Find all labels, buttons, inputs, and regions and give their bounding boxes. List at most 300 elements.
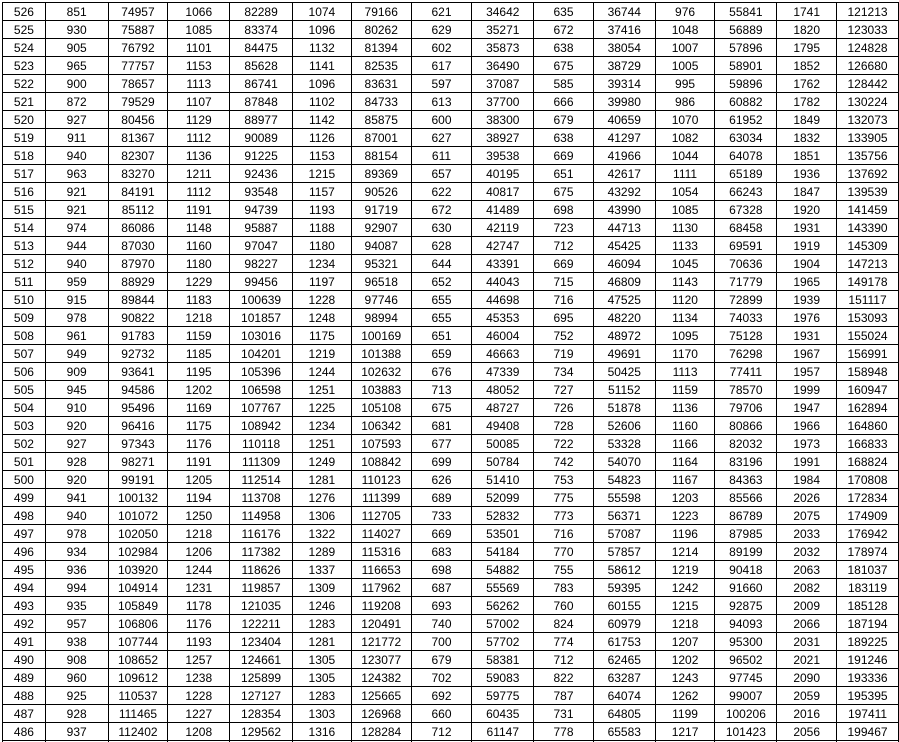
table-cell: 775 [534, 489, 594, 507]
table-cell: 1218 [168, 309, 230, 327]
table-cell: 1316 [293, 723, 352, 741]
table-cell: 2021 [777, 651, 837, 669]
table-cell: 1931 [777, 327, 837, 345]
table-cell: 90526 [351, 183, 411, 201]
table-cell: 490 [3, 651, 46, 669]
table-cell: 65189 [715, 165, 777, 183]
table-cell: 101072 [108, 507, 168, 525]
table-cell: 89369 [351, 165, 411, 183]
table-cell: 1976 [777, 309, 837, 327]
table-cell: 102984 [108, 543, 168, 561]
table-cell: 927 [45, 111, 108, 129]
table-cell: 75887 [108, 21, 168, 39]
table-cell: 47525 [593, 291, 655, 309]
table-cell: 44698 [472, 291, 534, 309]
table-cell: 509 [3, 309, 46, 327]
table-cell: 99191 [108, 471, 168, 489]
table-cell: 90089 [230, 129, 293, 147]
table-cell: 638 [534, 129, 594, 147]
table-row [3, 435, 899, 453]
table-cell: 87970 [108, 255, 168, 273]
table-cell: 872 [45, 93, 108, 111]
table-cell: 585 [534, 75, 594, 93]
table-cell: 72899 [715, 291, 777, 309]
table-cell: 669 [534, 255, 594, 273]
table-cell: 1218 [655, 615, 715, 633]
table-cell: 35271 [472, 21, 534, 39]
table-cell: 1142 [293, 111, 352, 129]
table-cell: 1178 [168, 597, 230, 615]
table-cell: 504 [3, 399, 46, 417]
table-cell: 40817 [472, 183, 534, 201]
table-cell: 1096 [293, 21, 352, 39]
table-cell: 61753 [593, 633, 655, 651]
table-cell: 651 [411, 327, 472, 345]
table-cell: 760 [534, 597, 594, 615]
table-cell: 34642 [472, 3, 534, 21]
table-cell: 1215 [293, 165, 352, 183]
table-cell: 978 [45, 309, 108, 327]
table-cell: 669 [534, 147, 594, 165]
table-cell: 38729 [593, 57, 655, 75]
table-cell: 1244 [293, 363, 352, 381]
table-cell: 64805 [593, 705, 655, 723]
table-cell: 143390 [837, 219, 899, 237]
table-cell: 518 [3, 147, 46, 165]
table-cell: 2016 [777, 705, 837, 723]
table-cell: 600 [411, 111, 472, 129]
table-cell: 698 [534, 201, 594, 219]
table-cell: 2063 [777, 561, 837, 579]
table-cell: 84363 [715, 471, 777, 489]
table-cell: 1919 [777, 237, 837, 255]
table-cell: 1136 [655, 399, 715, 417]
table-cell: 197411 [837, 705, 899, 723]
table-cell: 97745 [715, 669, 777, 687]
table-cell: 103883 [351, 381, 411, 399]
table-cell: 85628 [230, 57, 293, 75]
table-cell: 41489 [472, 201, 534, 219]
table-cell: 132073 [837, 111, 899, 129]
table-cell: 80262 [351, 21, 411, 39]
table-cell: 944 [45, 237, 108, 255]
table-cell: 925 [45, 687, 108, 705]
table-cell: 93641 [108, 363, 168, 381]
table-cell: 949 [45, 345, 108, 363]
table-cell: 1183 [168, 291, 230, 309]
table-cell: 139539 [837, 183, 899, 201]
table-cell: 778 [534, 723, 594, 741]
table-cell: 114958 [230, 507, 293, 525]
table-row [3, 93, 899, 111]
table-cell: 687 [411, 579, 472, 597]
table-cell: 630 [411, 219, 472, 237]
table-cell: 655 [411, 291, 472, 309]
table-cell: 716 [534, 525, 594, 543]
table-cell: 1228 [293, 291, 352, 309]
table-row [3, 687, 899, 705]
table-cell: 731 [534, 705, 594, 723]
table-cell: 700 [411, 633, 472, 651]
table-cell: 110123 [351, 471, 411, 489]
table-cell: 516 [3, 183, 46, 201]
table-cell: 651 [534, 165, 594, 183]
table-cell: 67328 [715, 201, 777, 219]
table-cell: 522 [3, 75, 46, 93]
table-cell: 965 [45, 57, 108, 75]
table-cell: 97343 [108, 435, 168, 453]
table-cell: 652 [411, 273, 472, 291]
table-cell: 940 [45, 507, 108, 525]
table-cell: 82289 [230, 3, 293, 21]
table-cell: 1185 [168, 345, 230, 363]
table-cell: 1283 [293, 615, 352, 633]
table-cell: 123077 [351, 651, 411, 669]
table-cell: 185128 [837, 597, 899, 615]
table-cell: 921 [45, 183, 108, 201]
table-cell: 85566 [715, 489, 777, 507]
table-cell: 514 [3, 219, 46, 237]
table-cell: 1243 [655, 669, 715, 687]
table-cell: 722 [534, 435, 594, 453]
table-cell: 2075 [777, 507, 837, 525]
table-cell: 55569 [472, 579, 534, 597]
table-cell: 1197 [293, 273, 352, 291]
table-cell: 97746 [351, 291, 411, 309]
table-cell: 1782 [777, 93, 837, 111]
table-cell: 94093 [715, 615, 777, 633]
table-cell: 149178 [837, 273, 899, 291]
table-cell: 493 [3, 597, 46, 615]
table-cell: 1305 [293, 651, 352, 669]
table-cell: 613 [411, 93, 472, 111]
table-cell: 1234 [293, 417, 352, 435]
table-cell: 77411 [715, 363, 777, 381]
table-cell: 87030 [108, 237, 168, 255]
table-cell: 80866 [715, 417, 777, 435]
table-cell: 53501 [472, 525, 534, 543]
table-cell: 178974 [837, 543, 899, 561]
table-cell: 1107 [168, 93, 230, 111]
table-cell: 94739 [230, 201, 293, 219]
table-cell: 1849 [777, 111, 837, 129]
table-row [3, 453, 899, 471]
table-cell: 976 [655, 3, 715, 21]
table-cell: 141459 [837, 201, 899, 219]
table-cell: 128442 [837, 75, 899, 93]
table-row [3, 363, 899, 381]
table-cell: 48052 [472, 381, 534, 399]
table-cell: 487 [3, 705, 46, 723]
table-cell: 107744 [108, 633, 168, 651]
table-cell: 940 [45, 147, 108, 165]
table-cell: 45425 [593, 237, 655, 255]
table-cell: 78570 [715, 381, 777, 399]
table-cell: 51152 [593, 381, 655, 399]
table-cell: 935 [45, 597, 108, 615]
table-cell: 1141 [293, 57, 352, 75]
table-cell: 498 [3, 507, 46, 525]
table-cell: 84191 [108, 183, 168, 201]
table-cell: 2059 [777, 687, 837, 705]
table-cell: 1194 [168, 489, 230, 507]
table-cell: 110537 [108, 687, 168, 705]
table-cell: 822 [534, 669, 594, 687]
table-cell: 63287 [593, 669, 655, 687]
table-cell: 120491 [351, 615, 411, 633]
table-cell: 93548 [230, 183, 293, 201]
table-cell: 712 [534, 237, 594, 255]
table-cell: 1820 [777, 21, 837, 39]
table-cell: 125899 [230, 669, 293, 687]
table-cell: 676 [411, 363, 472, 381]
table-cell: 1085 [655, 201, 715, 219]
table-cell: 176942 [837, 525, 899, 543]
table-cell: 84733 [351, 93, 411, 111]
table-cell: 695 [534, 309, 594, 327]
table-cell: 1215 [655, 597, 715, 615]
table-cell: 519 [3, 129, 46, 147]
table-cell: 683 [411, 543, 472, 561]
table-cell: 712 [411, 723, 472, 741]
table-cell: 783 [534, 579, 594, 597]
table-cell: 95300 [715, 633, 777, 651]
table-cell: 174909 [837, 507, 899, 525]
table-cell: 1134 [655, 309, 715, 327]
table-cell: 1984 [777, 471, 837, 489]
table-cell: 123033 [837, 21, 899, 39]
table-cell: 1208 [168, 723, 230, 741]
table-cell: 1169 [168, 399, 230, 417]
table-cell: 160947 [837, 381, 899, 399]
table-cell: 59775 [472, 687, 534, 705]
table-cell: 1762 [777, 75, 837, 93]
table-cell: 910 [45, 399, 108, 417]
table-cell: 189225 [837, 633, 899, 651]
table-cell: 960 [45, 669, 108, 687]
table-cell: 181037 [837, 561, 899, 579]
table-cell: 740 [411, 615, 472, 633]
table-cell: 1180 [293, 237, 352, 255]
table-row [3, 543, 899, 561]
table-cell: 508 [3, 327, 46, 345]
table-cell: 752 [534, 327, 594, 345]
table-cell: 501 [3, 453, 46, 471]
table-cell: 851 [45, 3, 108, 21]
table-row [3, 201, 899, 219]
table-cell: 1160 [168, 237, 230, 255]
table-cell: 915 [45, 291, 108, 309]
table-cell: 726 [534, 399, 594, 417]
table-cell: 65583 [593, 723, 655, 741]
table-cell: 628 [411, 237, 472, 255]
table-cell: 106598 [230, 381, 293, 399]
table-cell: 526 [3, 3, 46, 21]
table-cell: 62465 [593, 651, 655, 669]
table-cell: 1250 [168, 507, 230, 525]
table-cell: 70636 [715, 255, 777, 273]
table-cell: 2009 [777, 597, 837, 615]
table-cell: 1054 [655, 183, 715, 201]
table-cell: 489 [3, 669, 46, 687]
table-cell: 1066 [168, 3, 230, 21]
table-cell: 100169 [351, 327, 411, 345]
table-cell: 130224 [837, 93, 899, 111]
table-cell: 193336 [837, 669, 899, 687]
table-cell: 48727 [472, 399, 534, 417]
table-cell: 495 [3, 561, 46, 579]
table-cell: 734 [534, 363, 594, 381]
table-row [3, 147, 899, 165]
table-cell: 164860 [837, 417, 899, 435]
table-cell: 1157 [293, 183, 352, 201]
table-cell: 137692 [837, 165, 899, 183]
table-cell: 145309 [837, 237, 899, 255]
table-cell: 1238 [168, 669, 230, 687]
table-cell: 92907 [351, 219, 411, 237]
table-cell: 1196 [655, 525, 715, 543]
table-row [3, 471, 899, 489]
table-cell: 1160 [655, 417, 715, 435]
table-cell: 76298 [715, 345, 777, 363]
table-cell: 126680 [837, 57, 899, 75]
table-cell: 71779 [715, 273, 777, 291]
table-cell: 44713 [593, 219, 655, 237]
table-cell: 909 [45, 363, 108, 381]
table-cell: 930 [45, 21, 108, 39]
table-cell: 712 [534, 651, 594, 669]
table-cell: 57087 [593, 525, 655, 543]
table-cell: 111465 [108, 705, 168, 723]
table-cell: 1225 [293, 399, 352, 417]
table-cell: 1143 [655, 273, 715, 291]
table-cell: 68458 [715, 219, 777, 237]
table-cell: 657 [411, 165, 472, 183]
table-cell: 37416 [593, 21, 655, 39]
table-cell: 40659 [593, 111, 655, 129]
table-cell: 104914 [108, 579, 168, 597]
table-cell: 1904 [777, 255, 837, 273]
table-cell: 99007 [715, 687, 777, 705]
table-cell: 81394 [351, 39, 411, 57]
table-cell: 1973 [777, 435, 837, 453]
table-cell: 98994 [351, 309, 411, 327]
table-cell: 1219 [655, 561, 715, 579]
table-row [3, 615, 899, 633]
table-cell: 95321 [351, 255, 411, 273]
table-cell: 521 [3, 93, 46, 111]
table-cell: 46094 [593, 255, 655, 273]
table-cell: 55841 [715, 3, 777, 21]
table-cell: 938 [45, 633, 108, 651]
table-cell: 166833 [837, 435, 899, 453]
table-cell: 500 [3, 471, 46, 489]
table-cell: 679 [411, 651, 472, 669]
table-cell: 1227 [168, 705, 230, 723]
table-cell: 1947 [777, 399, 837, 417]
table-cell: 170808 [837, 471, 899, 489]
table-cell: 50085 [472, 435, 534, 453]
table-cell: 124661 [230, 651, 293, 669]
table-cell: 525 [3, 21, 46, 39]
table-cell: 928 [45, 705, 108, 723]
table-cell: 112514 [230, 471, 293, 489]
table-row [3, 291, 899, 309]
table-cell: 920 [45, 471, 108, 489]
table-cell: 1082 [655, 129, 715, 147]
table-cell: 644 [411, 255, 472, 273]
table-cell: 61147 [472, 723, 534, 741]
table-cell: 54184 [472, 543, 534, 561]
table-cell: 98227 [230, 255, 293, 273]
table-cell: 199467 [837, 723, 899, 741]
table-cell: 1741 [777, 3, 837, 21]
table-cell: 86086 [108, 219, 168, 237]
table-cell: 1851 [777, 147, 837, 165]
table-cell: 91783 [108, 327, 168, 345]
table-cell: 1113 [655, 363, 715, 381]
table-cell: 1129 [168, 111, 230, 129]
table-cell: 770 [534, 543, 594, 561]
table-cell: 911 [45, 129, 108, 147]
table-row [3, 669, 899, 687]
table-cell: 112705 [351, 507, 411, 525]
table-cell: 1180 [168, 255, 230, 273]
table-cell: 719 [534, 345, 594, 363]
table-cell: 191246 [837, 651, 899, 669]
table-cell: 96416 [108, 417, 168, 435]
table-cell: 118626 [230, 561, 293, 579]
table-cell: 64074 [593, 687, 655, 705]
table-cell: 1228 [168, 687, 230, 705]
table-cell: 513 [3, 237, 46, 255]
table-cell: 153093 [837, 309, 899, 327]
table-row [3, 255, 899, 273]
table-cell: 1159 [655, 381, 715, 399]
table-cell: 102632 [351, 363, 411, 381]
table-cell: 94586 [108, 381, 168, 399]
table-cell: 672 [534, 21, 594, 39]
table-cell: 43990 [593, 201, 655, 219]
table-cell: 1217 [655, 723, 715, 741]
table-cell: 81367 [108, 129, 168, 147]
table-cell: 42617 [593, 165, 655, 183]
table-row [3, 597, 899, 615]
table-cell: 113708 [230, 489, 293, 507]
table-cell: 1322 [293, 525, 352, 543]
table-cell: 1126 [293, 129, 352, 147]
table-cell: 1159 [168, 327, 230, 345]
table-cell: 1170 [655, 345, 715, 363]
table-cell: 82535 [351, 57, 411, 75]
table-cell: 1048 [655, 21, 715, 39]
table-cell: 162894 [837, 399, 899, 417]
table-cell: 940 [45, 255, 108, 273]
table-cell: 655 [411, 309, 472, 327]
table-cell: 172834 [837, 489, 899, 507]
table-cell: 492 [3, 615, 46, 633]
table-cell: 1130 [655, 219, 715, 237]
table-cell: 666 [534, 93, 594, 111]
table-cell: 43292 [593, 183, 655, 201]
table-row [3, 39, 899, 57]
table-cell: 1133 [655, 237, 715, 255]
table-cell: 82032 [715, 435, 777, 453]
table-cell: 1102 [293, 93, 352, 111]
table-cell: 59083 [472, 669, 534, 687]
table-cell: 677 [411, 435, 472, 453]
table-cell: 183119 [837, 579, 899, 597]
